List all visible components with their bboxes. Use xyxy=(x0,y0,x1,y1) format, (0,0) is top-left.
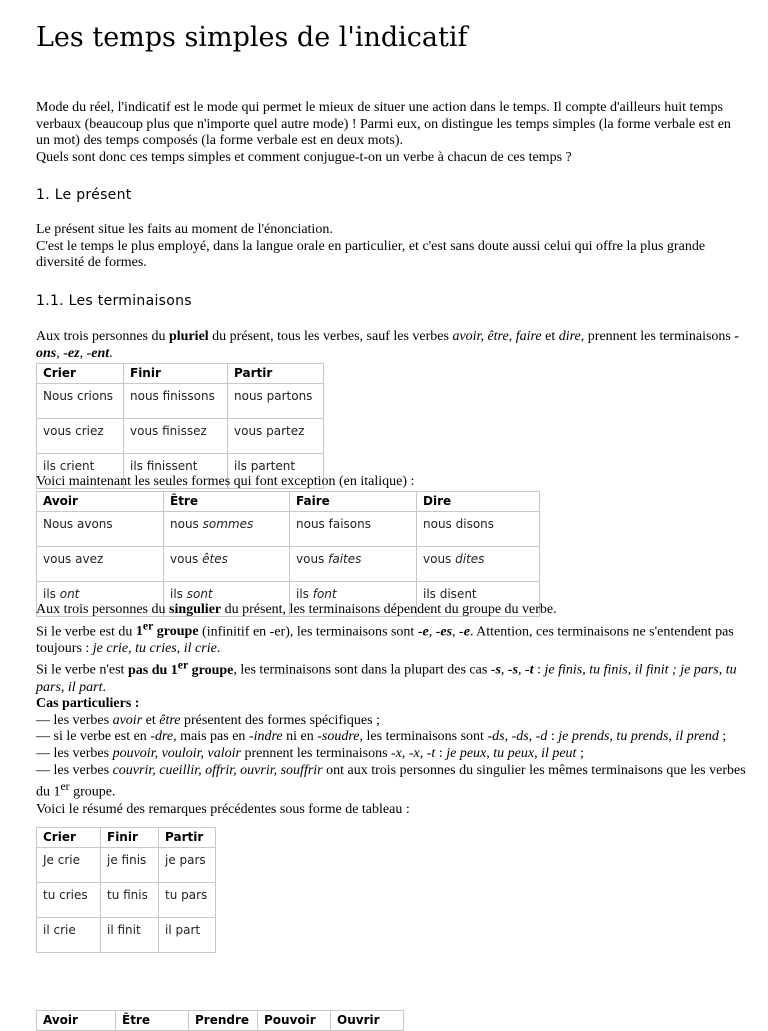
table-header: Finir xyxy=(101,828,159,848)
cas-italic: -soudre xyxy=(317,729,360,745)
plural-text: Aux trois personnes du xyxy=(36,329,169,344)
cas-text: , mais pas en xyxy=(173,729,249,745)
example-italic: je finis, tu finis, il finit ; je pars, tu pars, il part xyxy=(36,663,737,695)
cell-italic: êtes xyxy=(202,552,228,566)
singular-text: Si le verbe est du xyxy=(36,624,136,640)
table-header: Crier xyxy=(37,364,124,384)
cell-text: vous xyxy=(423,552,456,566)
table-row xyxy=(37,848,216,883)
singular-text: , xyxy=(452,624,460,640)
cas-text: , les terminaisons sont xyxy=(359,729,488,745)
table-header: Partir xyxy=(159,828,216,848)
singular-paragraph xyxy=(36,602,748,818)
cas-italic: -ds, -ds, -d xyxy=(487,729,548,745)
table-cell: vous partez xyxy=(228,419,324,454)
cas-text: présentent des formes spécifiques ; xyxy=(180,712,380,728)
cas-text: et xyxy=(142,712,160,728)
cas-text: — si le verbe est en xyxy=(36,729,151,745)
exceptions-intro: Voici maintenant les seules formes qui font exception (en italique) : xyxy=(36,474,415,489)
intro-text-1: Mode du réel, l'indicatif est le mode qui permet le mieux de situer une action dans le temps. Il compte d'ailleurs huit temps verbaux (beaucoup plus que n'importe quel autre mode) ! Parmi eux, on distingue les temps simples (la forme verbale est en un mot) des temps composés (la forme verbale est en deux mots). xyxy=(36,100,731,149)
present-paragraph xyxy=(36,222,748,272)
plural-paragraph xyxy=(36,329,748,362)
table-cell xyxy=(37,547,164,582)
cell-text: nous xyxy=(170,517,203,531)
cell-text: ils xyxy=(43,587,60,601)
table-cell xyxy=(290,512,417,547)
singular-text: . xyxy=(216,640,221,656)
table-row xyxy=(37,547,540,582)
ending: -es xyxy=(435,624,453,640)
table-cell: il part xyxy=(159,918,216,953)
singular-text: . Attention, ces terminaisons ne s'entendent pas toujours : xyxy=(36,624,734,656)
plural-text: , xyxy=(79,345,87,361)
cas-text: prennent les terminaisons xyxy=(240,746,392,762)
table-cell: vous finissez xyxy=(124,419,228,454)
cas-text: — les verbes xyxy=(36,762,113,778)
singular-text: . xyxy=(102,679,107,695)
table-header: Finir xyxy=(124,364,228,384)
cas-italic: -dre xyxy=(150,729,174,745)
cell-text: vous avez xyxy=(43,552,104,566)
table-cell: ils crient xyxy=(37,454,124,489)
singular-text: : xyxy=(533,663,545,679)
table-cell: il crie xyxy=(37,918,101,953)
plural-bold: pluriel xyxy=(169,329,209,344)
cell-text: vous xyxy=(170,552,203,566)
table-header: Crier xyxy=(37,828,101,848)
example-italic: je crie, tu cries, il crie xyxy=(92,640,217,656)
superscript: er xyxy=(142,619,154,633)
summary-table xyxy=(36,827,216,953)
plural-italic: avoir, être, faire xyxy=(452,329,542,344)
table-row xyxy=(37,419,324,454)
cell-italic: faites xyxy=(328,552,362,566)
cell-italic: font xyxy=(312,587,337,601)
section-heading-present: 1. Le présent xyxy=(36,187,132,203)
table-cell: je finis xyxy=(101,848,159,883)
plural-table xyxy=(36,363,324,489)
ending: -s xyxy=(490,663,501,679)
table-header: Partir xyxy=(228,364,324,384)
table-row xyxy=(37,384,324,419)
singular-bold: singulier xyxy=(169,602,222,617)
table-cell xyxy=(37,512,164,547)
cas-italic: pouvoir, vouloir, valoir xyxy=(112,746,241,762)
cas-text: — les verbes xyxy=(36,746,113,762)
ending: -t xyxy=(525,663,534,679)
cas-italic: -indre xyxy=(248,729,283,745)
table-cell xyxy=(417,547,540,582)
cas-text: : xyxy=(547,729,559,745)
cas-italic: je peux, tu peux, il peut xyxy=(446,746,577,762)
cas-italic: -x, -x, -t xyxy=(391,746,436,762)
cell-text: vous xyxy=(296,552,329,566)
table-cell: Nous crions xyxy=(37,384,124,419)
table-cell: nous finissons xyxy=(124,384,228,419)
singular-text: (infinitif en -er), les terminaisons sont xyxy=(198,624,418,640)
intro-text-2: Quels sont donc ces temps simples et comment conjugue-t-on un verbe à chacun de ces temps ? xyxy=(36,149,572,165)
cas-text: ; xyxy=(718,729,727,745)
table-cell xyxy=(290,547,417,582)
cell-text: nous faisons xyxy=(296,517,371,531)
singular-text: , xyxy=(518,663,526,679)
table-row xyxy=(37,883,216,918)
table-row xyxy=(37,512,540,547)
singular-text: Aux trois personnes du xyxy=(36,602,169,617)
cas-italic: être xyxy=(159,712,181,728)
ending-ez: -ez xyxy=(63,345,80,361)
cell-text: ils disent xyxy=(423,587,477,601)
group-label: pas du 1 xyxy=(127,663,178,679)
cas-text: : xyxy=(435,746,447,762)
table-header: Dire xyxy=(417,492,540,512)
singular-text: du présent, les terminaisons dépendent du groupe du verbe. xyxy=(221,602,557,617)
table-cell: tu cries xyxy=(37,883,101,918)
page-title: Les temps simples de l'indicatif xyxy=(36,22,468,53)
ending: -s xyxy=(507,663,519,679)
group-label: groupe xyxy=(153,624,199,640)
table-cell: tu pars xyxy=(159,883,216,918)
plural-text: , xyxy=(56,345,64,361)
superscript: er xyxy=(177,658,189,672)
table-cell: il finit xyxy=(101,918,159,953)
section-heading-terminaisons: 1.1. Les terminaisons xyxy=(36,293,192,309)
conjugation-table-partial xyxy=(36,1010,404,1031)
table-header: Avoir xyxy=(37,492,164,512)
cell-text: Nous avons xyxy=(43,517,113,531)
table-cell: ils finissent xyxy=(124,454,228,489)
cas-text: groupe. xyxy=(69,784,116,800)
intro-paragraph xyxy=(36,100,748,166)
table-cell: tu finis xyxy=(101,883,159,918)
cell-text: nous disons xyxy=(423,517,495,531)
table-cell xyxy=(164,512,290,547)
cas-heading: Cas particuliers : xyxy=(36,696,140,712)
group-number: 1 xyxy=(135,624,143,640)
table-cell: vous criez xyxy=(37,419,124,454)
present-text-2: C'est le temps le plus employé, dans la langue orale en particulier, et c'est sans doute aussi celui qui offre la plus grande diversité de formes. xyxy=(36,238,706,271)
cell-text: ils xyxy=(170,587,187,601)
table-header: Avoir xyxy=(37,1011,116,1031)
cas-text: — les verbes xyxy=(36,712,113,728)
plural-text: du présent, tous les verbes, sauf les verbes xyxy=(208,329,453,344)
cas-text: ont aux trois personnes du singulier les mêmes terminaisons que les verbes du 1 xyxy=(36,762,746,800)
cell-text: ils xyxy=(296,587,313,601)
table-header: Être xyxy=(116,1011,189,1031)
plural-text: , prennent les terminaisons xyxy=(580,329,735,344)
cell-italic: sont xyxy=(186,587,213,601)
table-row xyxy=(37,918,216,953)
summary-intro: Voici le résumé des remarques précédentes sous forme de tableau : xyxy=(36,801,410,817)
table-header: Prendre xyxy=(189,1011,258,1031)
cell-italic: sommes xyxy=(202,517,254,531)
superscript: er xyxy=(60,780,70,794)
table-header: Pouvoir xyxy=(258,1011,331,1031)
cell-italic: dites xyxy=(455,552,485,566)
table-cell: je pars xyxy=(159,848,216,883)
group-label: groupe xyxy=(188,663,234,679)
cas-text: ; xyxy=(576,746,584,762)
present-text-1: Le présent situe les faits au moment de l'énonciation. xyxy=(36,222,333,237)
ending-ons: -ons xyxy=(36,329,740,361)
table-header: Être xyxy=(164,492,290,512)
ending: -e xyxy=(417,624,429,640)
cas-italic: couvrir, cueillir, offrir, ouvrir, souffrir xyxy=(112,762,323,778)
table-cell: ils partent xyxy=(228,454,324,489)
table-header: Ouvrir xyxy=(331,1011,404,1031)
cas-italic: je prends, tu prends, il prend xyxy=(558,729,719,745)
plural-text: . xyxy=(109,345,113,361)
table-header: Faire xyxy=(290,492,417,512)
ending-ent: -ent xyxy=(86,345,110,361)
table-cell: nous partons xyxy=(228,384,324,419)
exceptions-table xyxy=(36,491,540,617)
singular-text: , xyxy=(500,663,508,679)
singular-text: , xyxy=(428,624,436,640)
table-cell xyxy=(417,512,540,547)
cas-text: ni en xyxy=(282,729,318,745)
table-cell: Je crie xyxy=(37,848,101,883)
cell-italic: ont xyxy=(59,587,80,601)
plural-italic: dire xyxy=(558,329,581,344)
singular-text: Si le verbe n'est xyxy=(36,663,128,679)
plural-text: et xyxy=(541,329,559,344)
cas-italic: avoir xyxy=(112,712,143,728)
table-cell xyxy=(164,547,290,582)
ending: -e xyxy=(459,624,470,640)
singular-text: , les terminaisons sont dans la plupart des cas xyxy=(233,663,491,679)
